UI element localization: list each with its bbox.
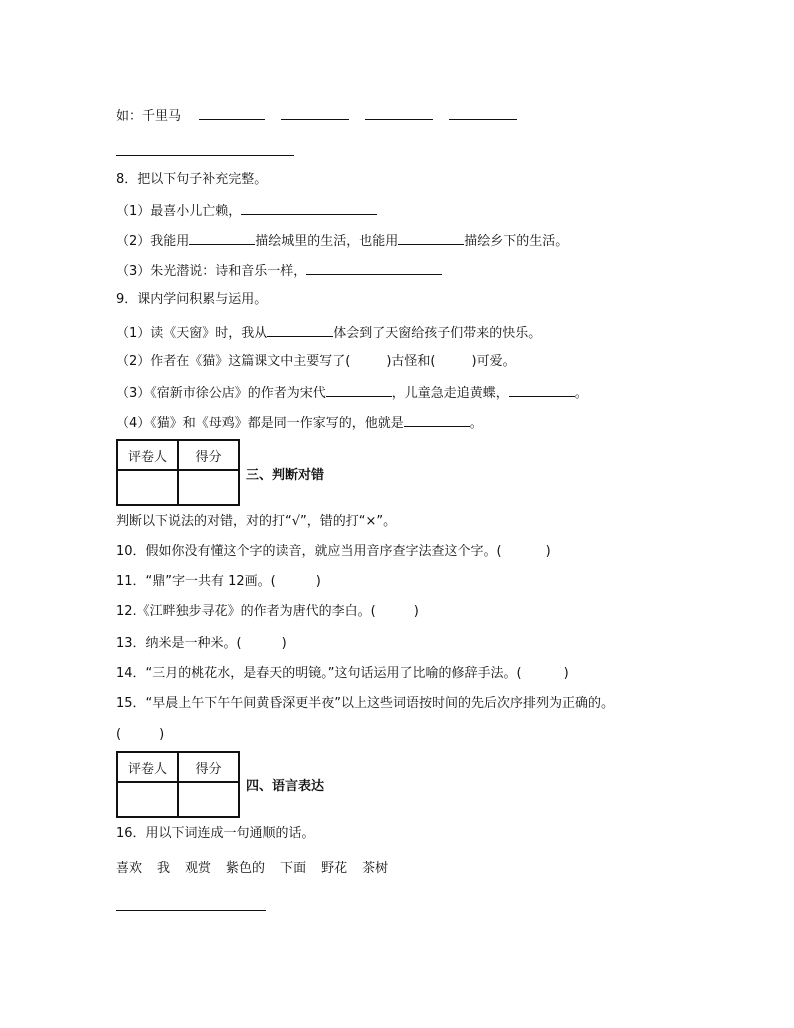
q9-item-3-text-b: ，儿童急走追黄蝶，: [391, 386, 509, 401]
answer-blank[interactable]: [509, 383, 575, 397]
word: 喜欢: [116, 861, 143, 876]
q10: [116, 543, 551, 561]
q8-item-1: [116, 201, 377, 221]
answer-blank[interactable]: [281, 106, 349, 120]
q9-title: 9．课内学问积累与运用。: [116, 292, 268, 307]
q9-item-4-text-a: （4）《猫》和《母鸡》都是同一作家写的，他就是: [116, 416, 404, 431]
q14-text: 14．“三月的桃花水，是春天的明镜。”这句话运用了比喻的修辞手法。(: [116, 666, 522, 681]
q8-title: 8．把以下句子补充完整。: [116, 172, 268, 187]
answer-blank[interactable]: [189, 231, 255, 245]
answer-blank[interactable]: [404, 413, 470, 427]
paren-close: ): [159, 727, 165, 742]
q13: [116, 635, 287, 653]
q9-item-1-text-b: 体会到了天窗给孩子们带来的快乐。: [333, 326, 542, 341]
paren-close: ): [281, 636, 287, 651]
word: 紫色的: [226, 861, 266, 876]
word: 我: [157, 861, 171, 876]
score-cell[interactable]: [178, 782, 239, 817]
q9-item-1-text-a: （1）读《天窗》时，我从: [116, 326, 268, 341]
paren-open: (: [116, 727, 122, 742]
q10-text: 10．假如你没有懂这个字的读音，就应当用音序查字法查这个字。(: [116, 544, 502, 559]
paren-close: ): [315, 574, 321, 589]
q8-item-2-text-c: 描绘乡下的生活。: [464, 234, 569, 249]
section-3-instruction: 判断以下说法的对错，对的打“√”，错的打“×”。: [116, 514, 397, 529]
answer-blank[interactable]: [306, 261, 442, 275]
example-line: [116, 106, 517, 126]
word: 野花: [321, 861, 348, 876]
q8-item-1-text: （1）最喜小儿亡赖，: [116, 204, 242, 219]
section-4-title: 四、语言表达: [246, 779, 325, 794]
q11: [116, 573, 321, 591]
q15-answer: [116, 726, 164, 744]
word: 观赏: [185, 861, 212, 876]
q8-item-2-text-a: （2）我能用: [116, 234, 190, 249]
score-cell[interactable]: [178, 470, 239, 505]
answer-blank[interactable]: [365, 106, 433, 120]
q9-item-2-text-b: )古怪和(: [386, 354, 436, 369]
paren-close: ): [545, 544, 551, 559]
q9-item-3-text-c: 。: [574, 386, 588, 401]
reviewer-cell[interactable]: [117, 782, 178, 817]
answer-blank[interactable]: [199, 106, 265, 120]
q9-item-3-text-a: （3）《宿新市徐公店》的作者为宋代: [116, 386, 326, 401]
answer-blank[interactable]: [241, 201, 377, 215]
q8-item-2-text-b: 描绘城里的生活，也能用: [255, 234, 399, 249]
q9-item-2-text-c: )可爱。: [471, 354, 516, 369]
section-3-title: 三、判断对错: [246, 468, 325, 483]
word: 下面: [280, 861, 307, 876]
q8-item-3: [116, 261, 442, 281]
answer-blank[interactable]: [398, 231, 464, 245]
q13-text: 13．纳米是一种米。(: [116, 636, 242, 651]
word-list: [116, 860, 388, 878]
score-header: 得分: [178, 752, 239, 782]
q9-item-2: [116, 353, 516, 371]
example-label: 如：千里马: [116, 109, 182, 124]
reviewer-header: 评卷人: [117, 440, 178, 470]
q11-text: 11．“鼎”字一共有 12画。(: [116, 574, 276, 589]
q12: [116, 603, 419, 621]
q12-text: 12.《江畔独步寻花》的作者为唐代的李白。(: [116, 604, 376, 619]
answer-line[interactable]: [116, 155, 294, 156]
q9-item-4: [116, 413, 483, 433]
answer-blank[interactable]: [449, 106, 517, 120]
q9-item-1: [116, 323, 541, 343]
q16: 16．用以下词连成一句通顺的话。: [116, 826, 315, 841]
paren-close: ): [563, 666, 569, 681]
word: 茶树: [362, 861, 389, 876]
q8-item-2: [116, 231, 568, 251]
paren-close: ): [413, 604, 419, 619]
q9-item-2-text-a: （2）作者在《猫》这篇课文中主要写了(: [116, 354, 351, 369]
reviewer-cell[interactable]: [117, 470, 178, 505]
q9-item-4-text-b: 。: [469, 416, 483, 431]
q14: [116, 665, 569, 683]
answer-blank[interactable]: [326, 383, 392, 397]
q9-item-3: [116, 383, 588, 403]
q15: 15．“早晨上午下午午间黄昏深更半夜”以上这些词语按时间的先后次序排列为正确的。: [116, 696, 615, 711]
answer-blank[interactable]: [267, 323, 333, 337]
reviewer-header: 评卷人: [117, 752, 178, 782]
answer-line[interactable]: [116, 910, 266, 911]
q8-item-3-text: （3）朱光潜说：诗和音乐一样，: [116, 264, 307, 279]
score-table: [116, 751, 240, 818]
score-header: 得分: [178, 440, 239, 470]
score-table: [116, 439, 240, 506]
